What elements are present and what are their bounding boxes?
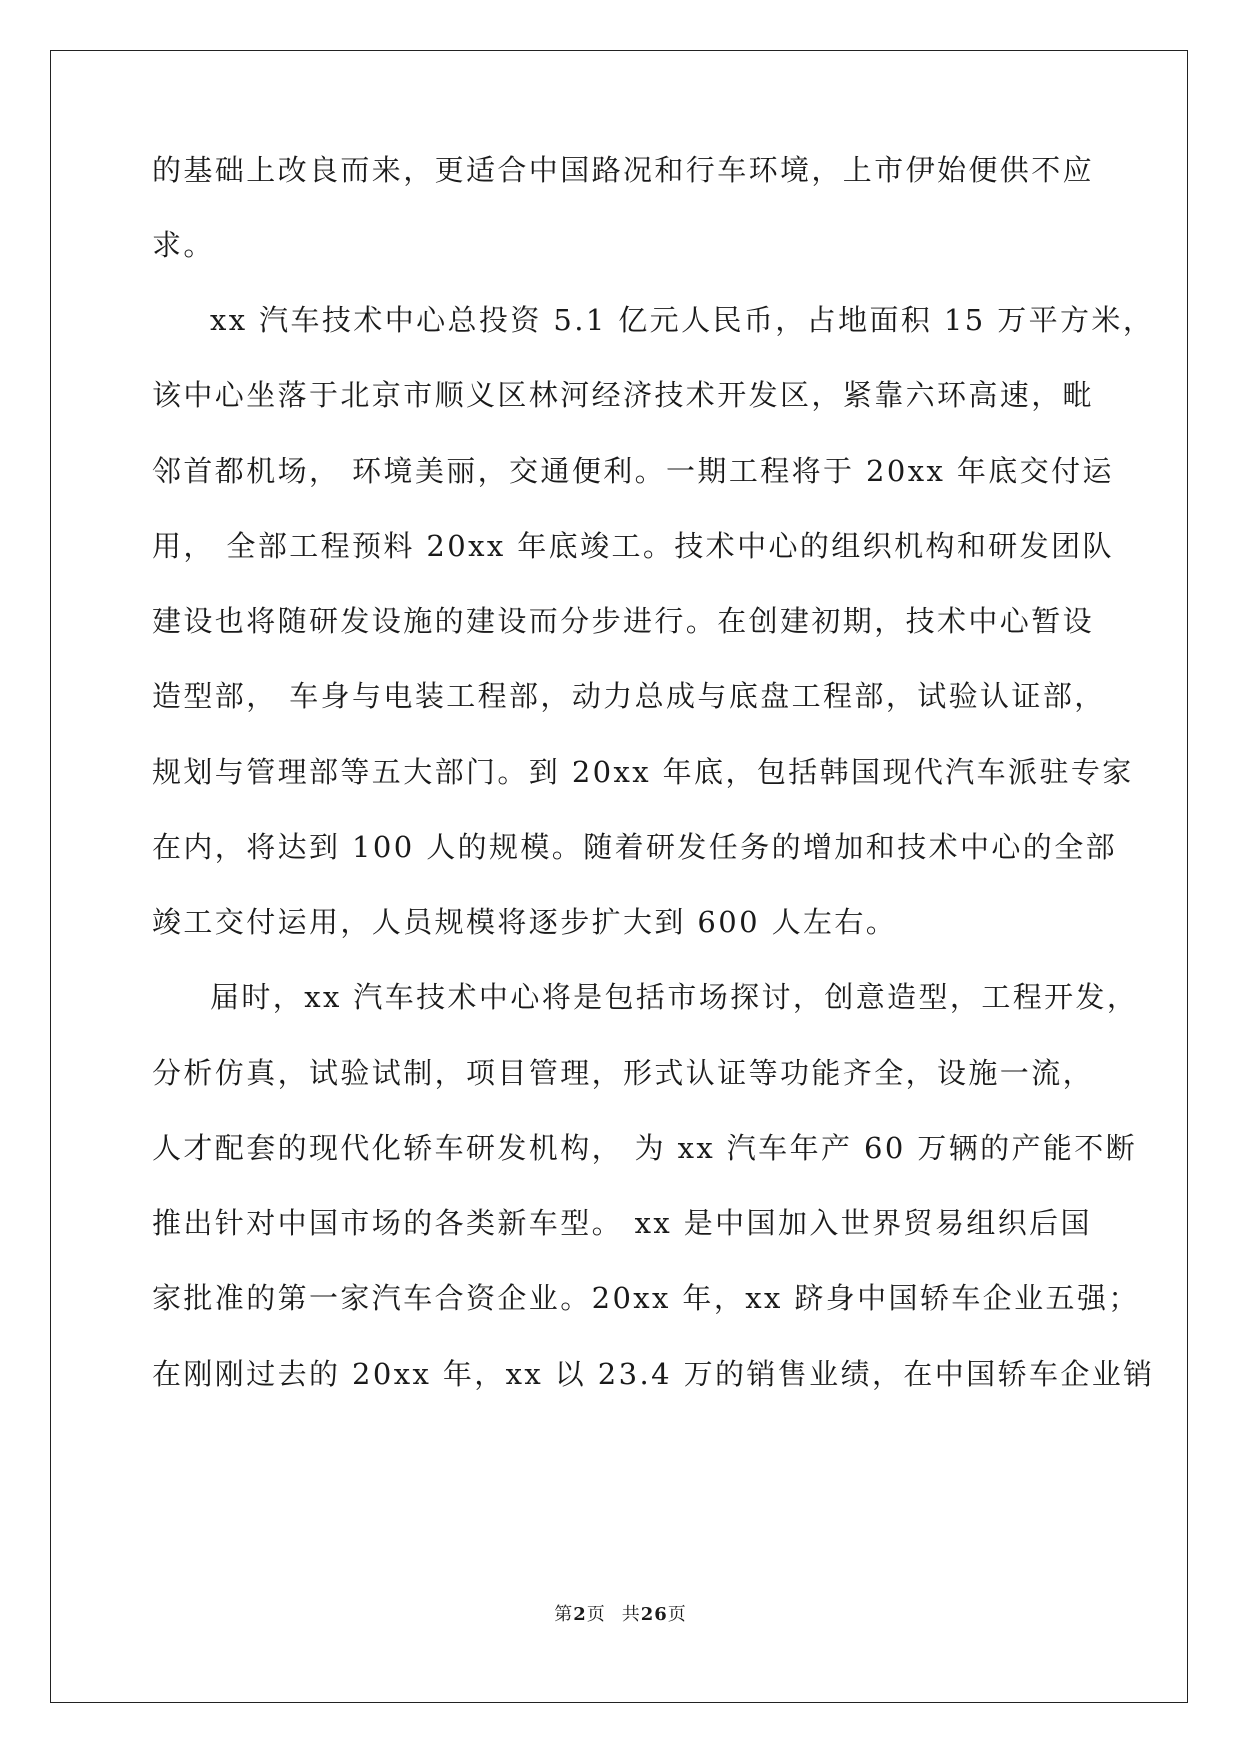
- text-line: 家批准的第一家汽车合资企业。20xx 年，xx 跻身中国轿车企业五强；: [152, 1281, 1140, 1315]
- text-line: 竣工交付运用，人员规模将逐步扩大到 600 人左右。: [152, 905, 898, 939]
- total-prefix: 共: [621, 1604, 641, 1625]
- text-line: 邻首都机场， 环境美丽，交通便利。一期工程将于 20xx 年底交付运: [152, 454, 1114, 488]
- total-unit: 页: [667, 1604, 687, 1625]
- text-line: 分析仿真，试验试制，项目管理，形式认证等功能齐全，设施一流，: [152, 1056, 1095, 1090]
- page-unit: 页: [586, 1604, 606, 1625]
- text-line: 造型部， 车身与电装工程部，动力总成与底盘工程部，试验认证部，: [152, 679, 1106, 713]
- text-line: 该中心坐落于北京市顺义区林河经济技术开发区，紧靠六环高速，毗: [152, 378, 1095, 412]
- text-line: 人才配套的现代化轿车研发机构， 为 xx 汽车年产 60 万辆的产能不断: [152, 1131, 1138, 1165]
- page-border: [50, 50, 1188, 1703]
- page-footer: [0, 1600, 1241, 1626]
- paragraph-start-line: xx 汽车技术中心总投资 5.1 亿元人民币，占地面积 15 万平方米，: [210, 303, 1155, 337]
- paragraph-start-line: 届时，xx 汽车技术中心将是包括市场探讨，创意造型，工程开发，: [210, 980, 1139, 1014]
- current-page-number: 2: [573, 1604, 587, 1625]
- text-line: 用， 全部工程预料 20xx 年底竣工。技术中心的组织机构和研发团队: [152, 529, 1114, 563]
- text-line: 的基础上改良而来，更适合中国路况和行车环境，上市伊始便供不应: [152, 153, 1095, 187]
- text-line: 在内，将达到 100 人的规模。随着研发任务的增加和技术中心的全部: [152, 830, 1117, 864]
- text-line: 求。: [152, 228, 215, 262]
- text-line: 规划与管理部等五大部门。到 20xx 年底，包括韩国现代汽车派驻专家: [152, 755, 1134, 789]
- text-line: 建设也将随研发设施的建设而分步进行。在创建初期，技术中心暂设: [152, 604, 1095, 638]
- total-page-count: 26: [640, 1604, 668, 1625]
- page-prefix: 第: [554, 1604, 574, 1625]
- text-line: 在刚刚过去的 20xx 年，xx 以 23.4 万的销售业绩，在中国轿车企业销: [152, 1357, 1155, 1391]
- text-line: 推出针对中国市场的各类新车型。 xx 是中国加入世界贸易组织后国: [152, 1206, 1092, 1240]
